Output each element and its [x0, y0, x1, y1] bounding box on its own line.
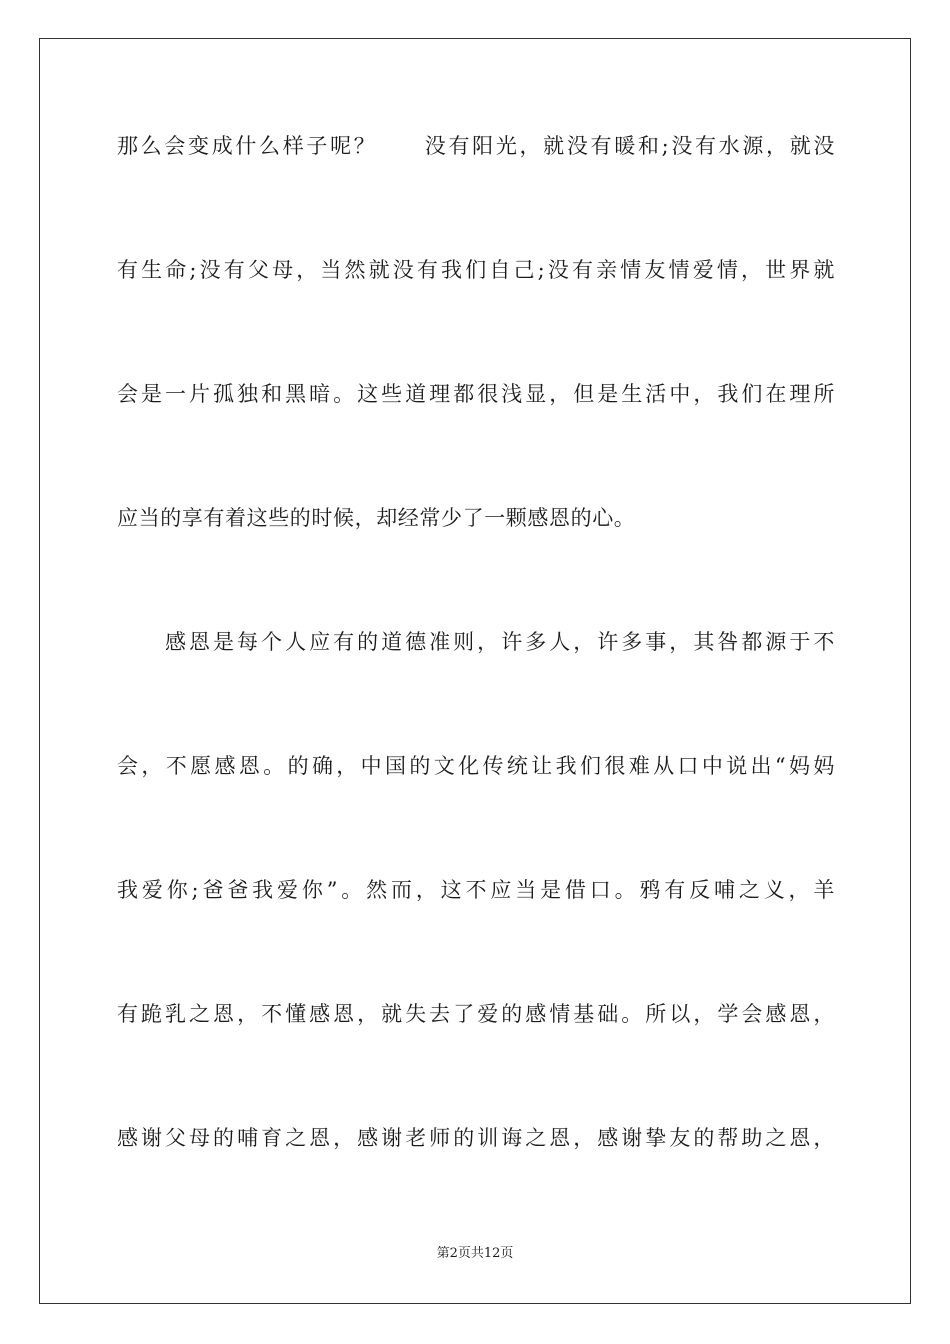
- text-line: 感谢父母的哺育之恩，感谢老师的训诲之恩，感谢挚友的帮助之恩，: [117, 1126, 835, 1150]
- text-line: 那么会变成什么样子呢？ 没有阳光，就没有暖和;没有水源，就没: [117, 134, 835, 158]
- text-line: 应当的享有着这些的时候，却经常少了一颗感恩的心。: [117, 506, 636, 530]
- text-line: 有跪乳之恩，不懂感恩，就失去了爱的感情基础。所以，学会感恩，: [117, 1002, 835, 1026]
- page-footer: [0, 1244, 950, 1264]
- text-line: 我爱你;爸爸我爱你”。然而，这不应当是借口。鸦有反哺之义，羊: [117, 878, 835, 902]
- page-border: [39, 38, 911, 1304]
- page-number: 第2页: [436, 1246, 471, 1261]
- paragraph-first-line: 感恩是每个人应有的道德准则，许多人，许多事，其咎都源于不: [165, 630, 835, 654]
- text-line: 有生命;没有父母，当然就没有我们自己;没有亲情友情爱情，世界就: [117, 258, 835, 282]
- page-total: 共12页: [470, 1246, 514, 1261]
- text-line: 会，不愿感恩。的确，中国的文化传统让我们很难从口中说出“妈妈: [117, 754, 835, 778]
- text-line: 会是一片孤独和黑暗。这些道理都很浅显，但是生活中，我们在理所: [117, 382, 835, 406]
